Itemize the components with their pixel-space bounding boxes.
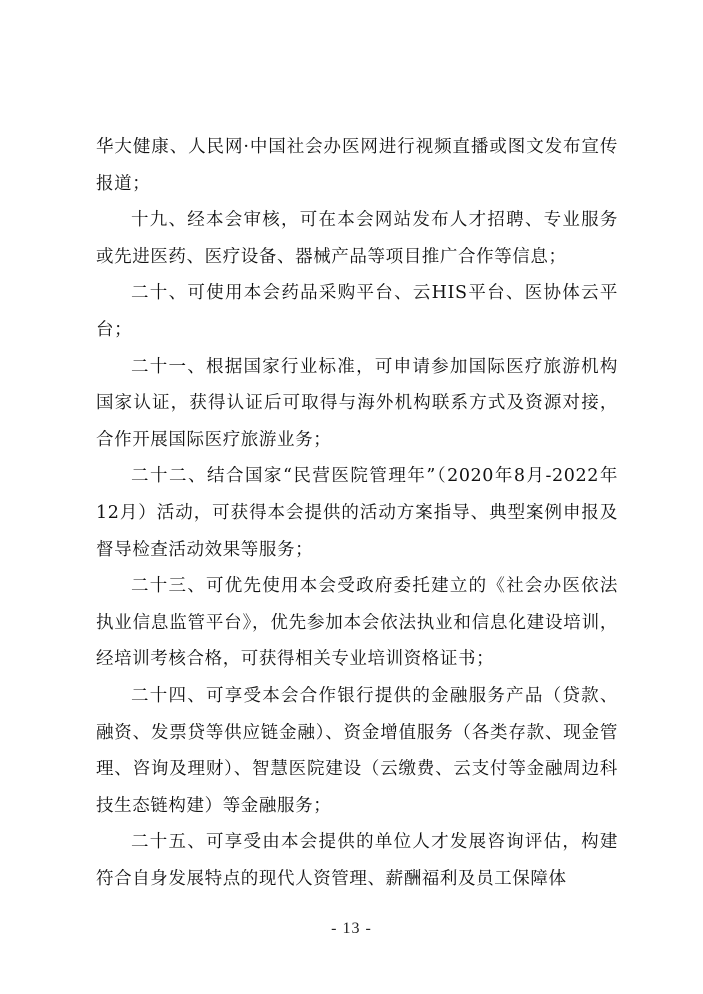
- paragraph-item-21: 二十一、根据国家行业标准，可申请参加国际医疗旅游机构国家认证，获得认证后可取得与海外机构联系方式及资源对接，合作开展国际医疗旅游业务；: [96, 356, 618, 450]
- paragraph-item-24: 二十四、可享受本会合作银行提供的金融服务产品（贷款、融资、发票贷等供应链金融）、资金增值服务（各类存款、现金管理、咨询及理财）、智慧医院建设（云缴费、云支付等金融周边科技生态链构建）等金融服务；: [96, 685, 618, 816]
- paragraph-item-23: 二十三、可优先使用本会受政府委托建立的《社会办医依法执业信息监管平台》，优先参加本会依法执业和信息化建设培训，经培训考核合格，可获得相关专业培训资格证书；: [96, 576, 618, 670]
- paragraph-item-25: 二十五、可享受由本会提供的单位人才发展咨询评估，构建符合自身发展特点的现代人资管理、薪酬福利及员工保障体: [96, 832, 618, 889]
- paragraph-item-20: 二十、可使用本会药品采购平台、云HIS平台、医协体云平台；: [96, 283, 618, 340]
- paragraph-item-22: 二十二、结合国家“民营医院管理年”（2020年8月-2022年12月）活动，可获得本会提供的活动方案指导、典型案例申报及督导检查活动效果等服务；: [96, 466, 618, 560]
- document-body: [96, 129, 618, 897]
- paragraph-continuation: 华大健康、人民网·中国社会办医网进行视频直播或图文发布宣传报道；: [96, 137, 618, 194]
- paragraph-item-19: 十九、经本会审核，可在本会网站发布人才招聘、专业服务或先进医药、医疗设备、器械产品等项目推广合作等信息；: [96, 210, 618, 267]
- page-number: - 13 -: [331, 920, 372, 937]
